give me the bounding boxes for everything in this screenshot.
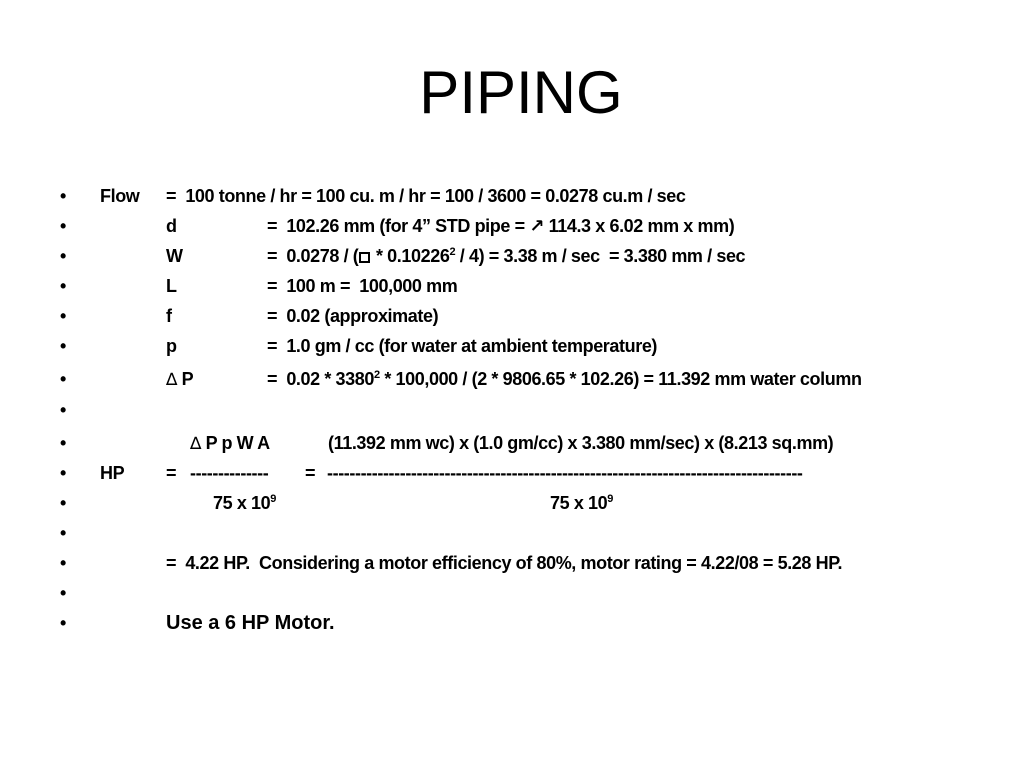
- delta-p-superscript: 2: [374, 369, 380, 381]
- hp-result: = 4.22 HP. Considering a motor efficiency of 80%, motor rating = 4.22/08 = 5.28 HP.: [166, 553, 843, 573]
- flow-label: Flow: [100, 186, 140, 206]
- bullet-marker: •: [60, 523, 67, 543]
- hp-fraction-bar-2: -------------------------------------------------------------------------------------: [327, 463, 803, 483]
- bullet-marker: •: [60, 369, 67, 389]
- bullet-marker: •: [60, 336, 67, 356]
- bullet-marker: •: [60, 216, 67, 236]
- hp-denominator-2: [550, 493, 613, 513]
- w-equation-part-c: / 4) = 3.38 m / sec = 3.380 mm / sec: [455, 246, 746, 266]
- hp-numerator-values: (11.392 mm wc) x (1.0 gm/cc) x 3.380 mm/sec) x (8.213 sq.mm): [328, 433, 834, 453]
- p-label: p: [166, 336, 177, 356]
- d-equation-part-a: = 102.26 mm (for 4” STD pipe =: [267, 216, 530, 236]
- w-equation-part-a: = 0.0278 / (: [267, 246, 359, 266]
- delta-p-label: [166, 369, 193, 390]
- hp-denominator-1-exponent: 9: [270, 493, 276, 505]
- bullet-marker: •: [60, 186, 67, 206]
- delta-p-equation: [267, 369, 862, 389]
- hp-denominator-1: [213, 493, 276, 513]
- bullet-marker: •: [60, 463, 67, 483]
- pi-box-icon: [359, 252, 370, 263]
- hp-denominator-1-base: 75 x 10: [213, 493, 271, 513]
- conclusion: Use a 6 HP Motor.: [166, 612, 335, 634]
- hp-fraction-bar-1: --------------: [190, 463, 269, 483]
- d-label: d: [166, 216, 177, 236]
- bullet-marker: •: [60, 553, 67, 573]
- hp-label: HP: [100, 463, 125, 483]
- f-label: f: [166, 306, 172, 326]
- delta-symbol: ∆: [166, 370, 177, 390]
- w-equation: [267, 246, 745, 266]
- bullet-marker: •: [60, 583, 67, 603]
- bullet-marker: •: [60, 433, 67, 453]
- w-equation-part-b: * 0.10226: [371, 246, 450, 266]
- d-equation: [267, 216, 734, 236]
- hp-equals-1: =: [166, 463, 177, 483]
- hp-denominator-2-exponent: 9: [607, 493, 613, 505]
- flow-equation: = 100 tonne / hr = 100 cu. m / hr = 100 / 3600 = 0.0278 cu.m / sec: [166, 186, 686, 206]
- d-equation-part-b: 114.3 x 6.02 mm x mm): [544, 216, 735, 236]
- delta-p-label-text: P: [176, 369, 194, 389]
- f-equation: = 0.02 (approximate): [267, 306, 439, 326]
- bullet-marker: •: [60, 493, 67, 513]
- slide-title: PIPING: [419, 59, 623, 126]
- l-label: L: [166, 276, 177, 296]
- bullet-marker: •: [60, 400, 67, 420]
- bullet-marker: •: [60, 306, 67, 326]
- p-equation: = 1.0 gm / cc (for water at ambient temperature): [267, 336, 658, 356]
- bullet-marker: •: [60, 246, 67, 266]
- delta-p-equation-part-b: * 100,000 / (2 * 9806.65 * 102.26) = 11.392 mm water column: [379, 369, 862, 389]
- hp-equals-2: =: [305, 463, 316, 483]
- delta-p-equation-part-a: = 0.02 * 3380: [267, 369, 374, 389]
- diameter-symbol-icon: ↗: [529, 216, 544, 236]
- hp-numerator-symbols-text: P p W A: [200, 433, 270, 453]
- bullet-marker: •: [60, 276, 67, 296]
- delta-symbol: ∆: [190, 434, 201, 454]
- w-superscript: 2: [449, 246, 456, 258]
- l-equation: = 100 m = 100,000 mm: [267, 276, 458, 296]
- w-label: W: [166, 246, 183, 266]
- hp-numerator-symbols: [190, 433, 270, 454]
- bullet-marker: •: [60, 613, 67, 633]
- hp-denominator-2-base: 75 x 10: [550, 493, 608, 513]
